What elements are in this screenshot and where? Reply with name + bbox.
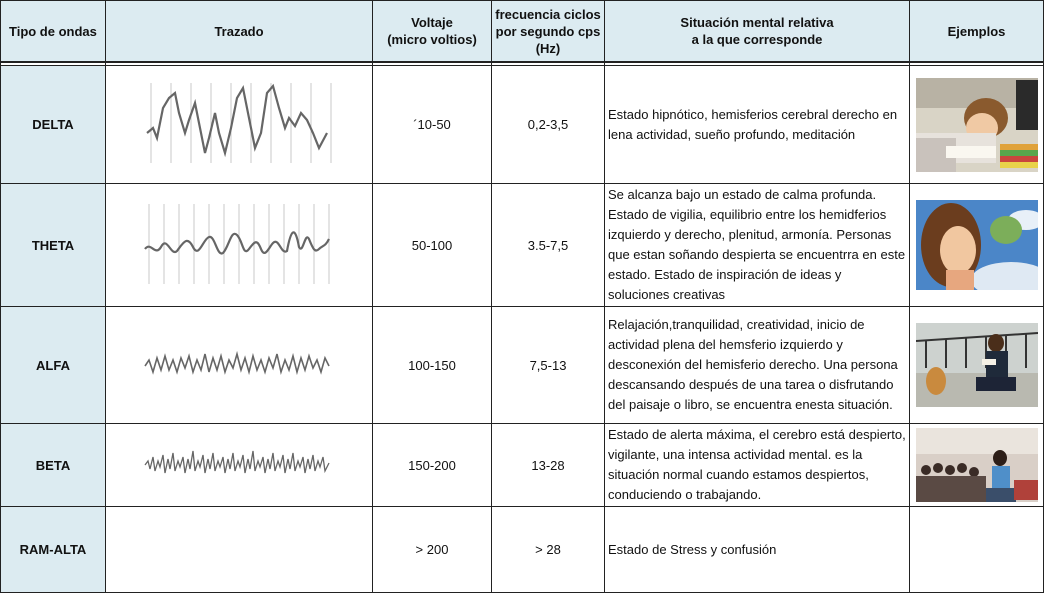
header-situacion: Situación mental relativa a la que corresponde bbox=[605, 1, 910, 63]
voltaje-value: > 200 bbox=[373, 507, 492, 593]
classroom-photo-icon bbox=[910, 424, 1044, 507]
frecuencia-value: > 28 bbox=[492, 507, 605, 593]
situacion-text: Estado de alerta máxima, el cerebro está despierto, vigilante, una intensa actividad mental. es la situación normal cuando estamos despiertos, conduciendo o trabajando. bbox=[605, 424, 910, 507]
header-trazado: Trazado bbox=[106, 1, 373, 63]
delta-wave-icon bbox=[106, 66, 373, 184]
header-tipo: Tipo de ondas bbox=[1, 1, 106, 63]
alfa-wave-icon bbox=[106, 307, 373, 424]
header-voltaje: Voltaje (micro voltios) bbox=[373, 1, 492, 63]
voltaje-value: 100-150 bbox=[373, 307, 492, 424]
wave-type: BETA bbox=[1, 424, 106, 507]
table-row bbox=[1, 66, 1044, 184]
empty-wave-cell bbox=[106, 507, 373, 593]
empty-example-cell bbox=[910, 507, 1044, 593]
voltaje-value: 150-200 bbox=[373, 424, 492, 507]
situacion-text: Relajación,tranquilidad, creatividad, inicio de actividad plena del hemsferio izquierdo y desconexión del hemisferio derecho. Una persona descansando después de una tarea o disfrutando del paisaje o libro, se encuentra enesta situación. bbox=[605, 307, 910, 424]
voltaje-value: 50-100 bbox=[373, 184, 492, 307]
situacion-text: Estado hipnótico, hemisferios cerebral derecho en lena actividad, sueño profundo, meditación bbox=[605, 66, 910, 184]
situacion-text: Se alcanza bajo un estado de calma profunda. Estado de vigilia, equilibrio entre los hemidferios izquierdo y derecho, plenitud, armonía. Personas que estan soñando despierta se encuentrra en este estado. Estado de inspiración de ideas y soluciones creativas bbox=[605, 184, 910, 307]
table-row bbox=[1, 424, 1044, 507]
wave-type: DELTA bbox=[1, 66, 106, 184]
table-row bbox=[1, 307, 1044, 424]
frecuencia-value: 7,5-13 bbox=[492, 307, 605, 424]
wave-type: RAM-ALTA bbox=[1, 507, 106, 593]
theta-wave-icon bbox=[106, 184, 373, 307]
sleeping-child-photo-icon bbox=[910, 66, 1044, 184]
header-ejemplos: Ejemplos bbox=[910, 1, 1044, 63]
daydreaming-woman-photo-icon bbox=[910, 184, 1044, 307]
beta-wave-icon bbox=[106, 424, 373, 507]
wave-type: THETA bbox=[1, 184, 106, 307]
situacion-text: Estado de Stress y confusión bbox=[605, 507, 910, 593]
header-row bbox=[1, 1, 1044, 63]
frecuencia-value: 13-28 bbox=[492, 424, 605, 507]
table-row bbox=[1, 184, 1044, 307]
frecuencia-value: 3.5-7,5 bbox=[492, 184, 605, 307]
header-frecuencia: frecuencia ciclos por segundo cps (Hz) bbox=[492, 1, 605, 63]
wave-type: ALFA bbox=[1, 307, 106, 424]
voltaje-value: ´10-50 bbox=[373, 66, 492, 184]
frecuencia-value: 0,2-3,5 bbox=[492, 66, 605, 184]
reading-on-stairs-photo-icon bbox=[910, 307, 1044, 424]
table-row bbox=[1, 507, 1044, 593]
